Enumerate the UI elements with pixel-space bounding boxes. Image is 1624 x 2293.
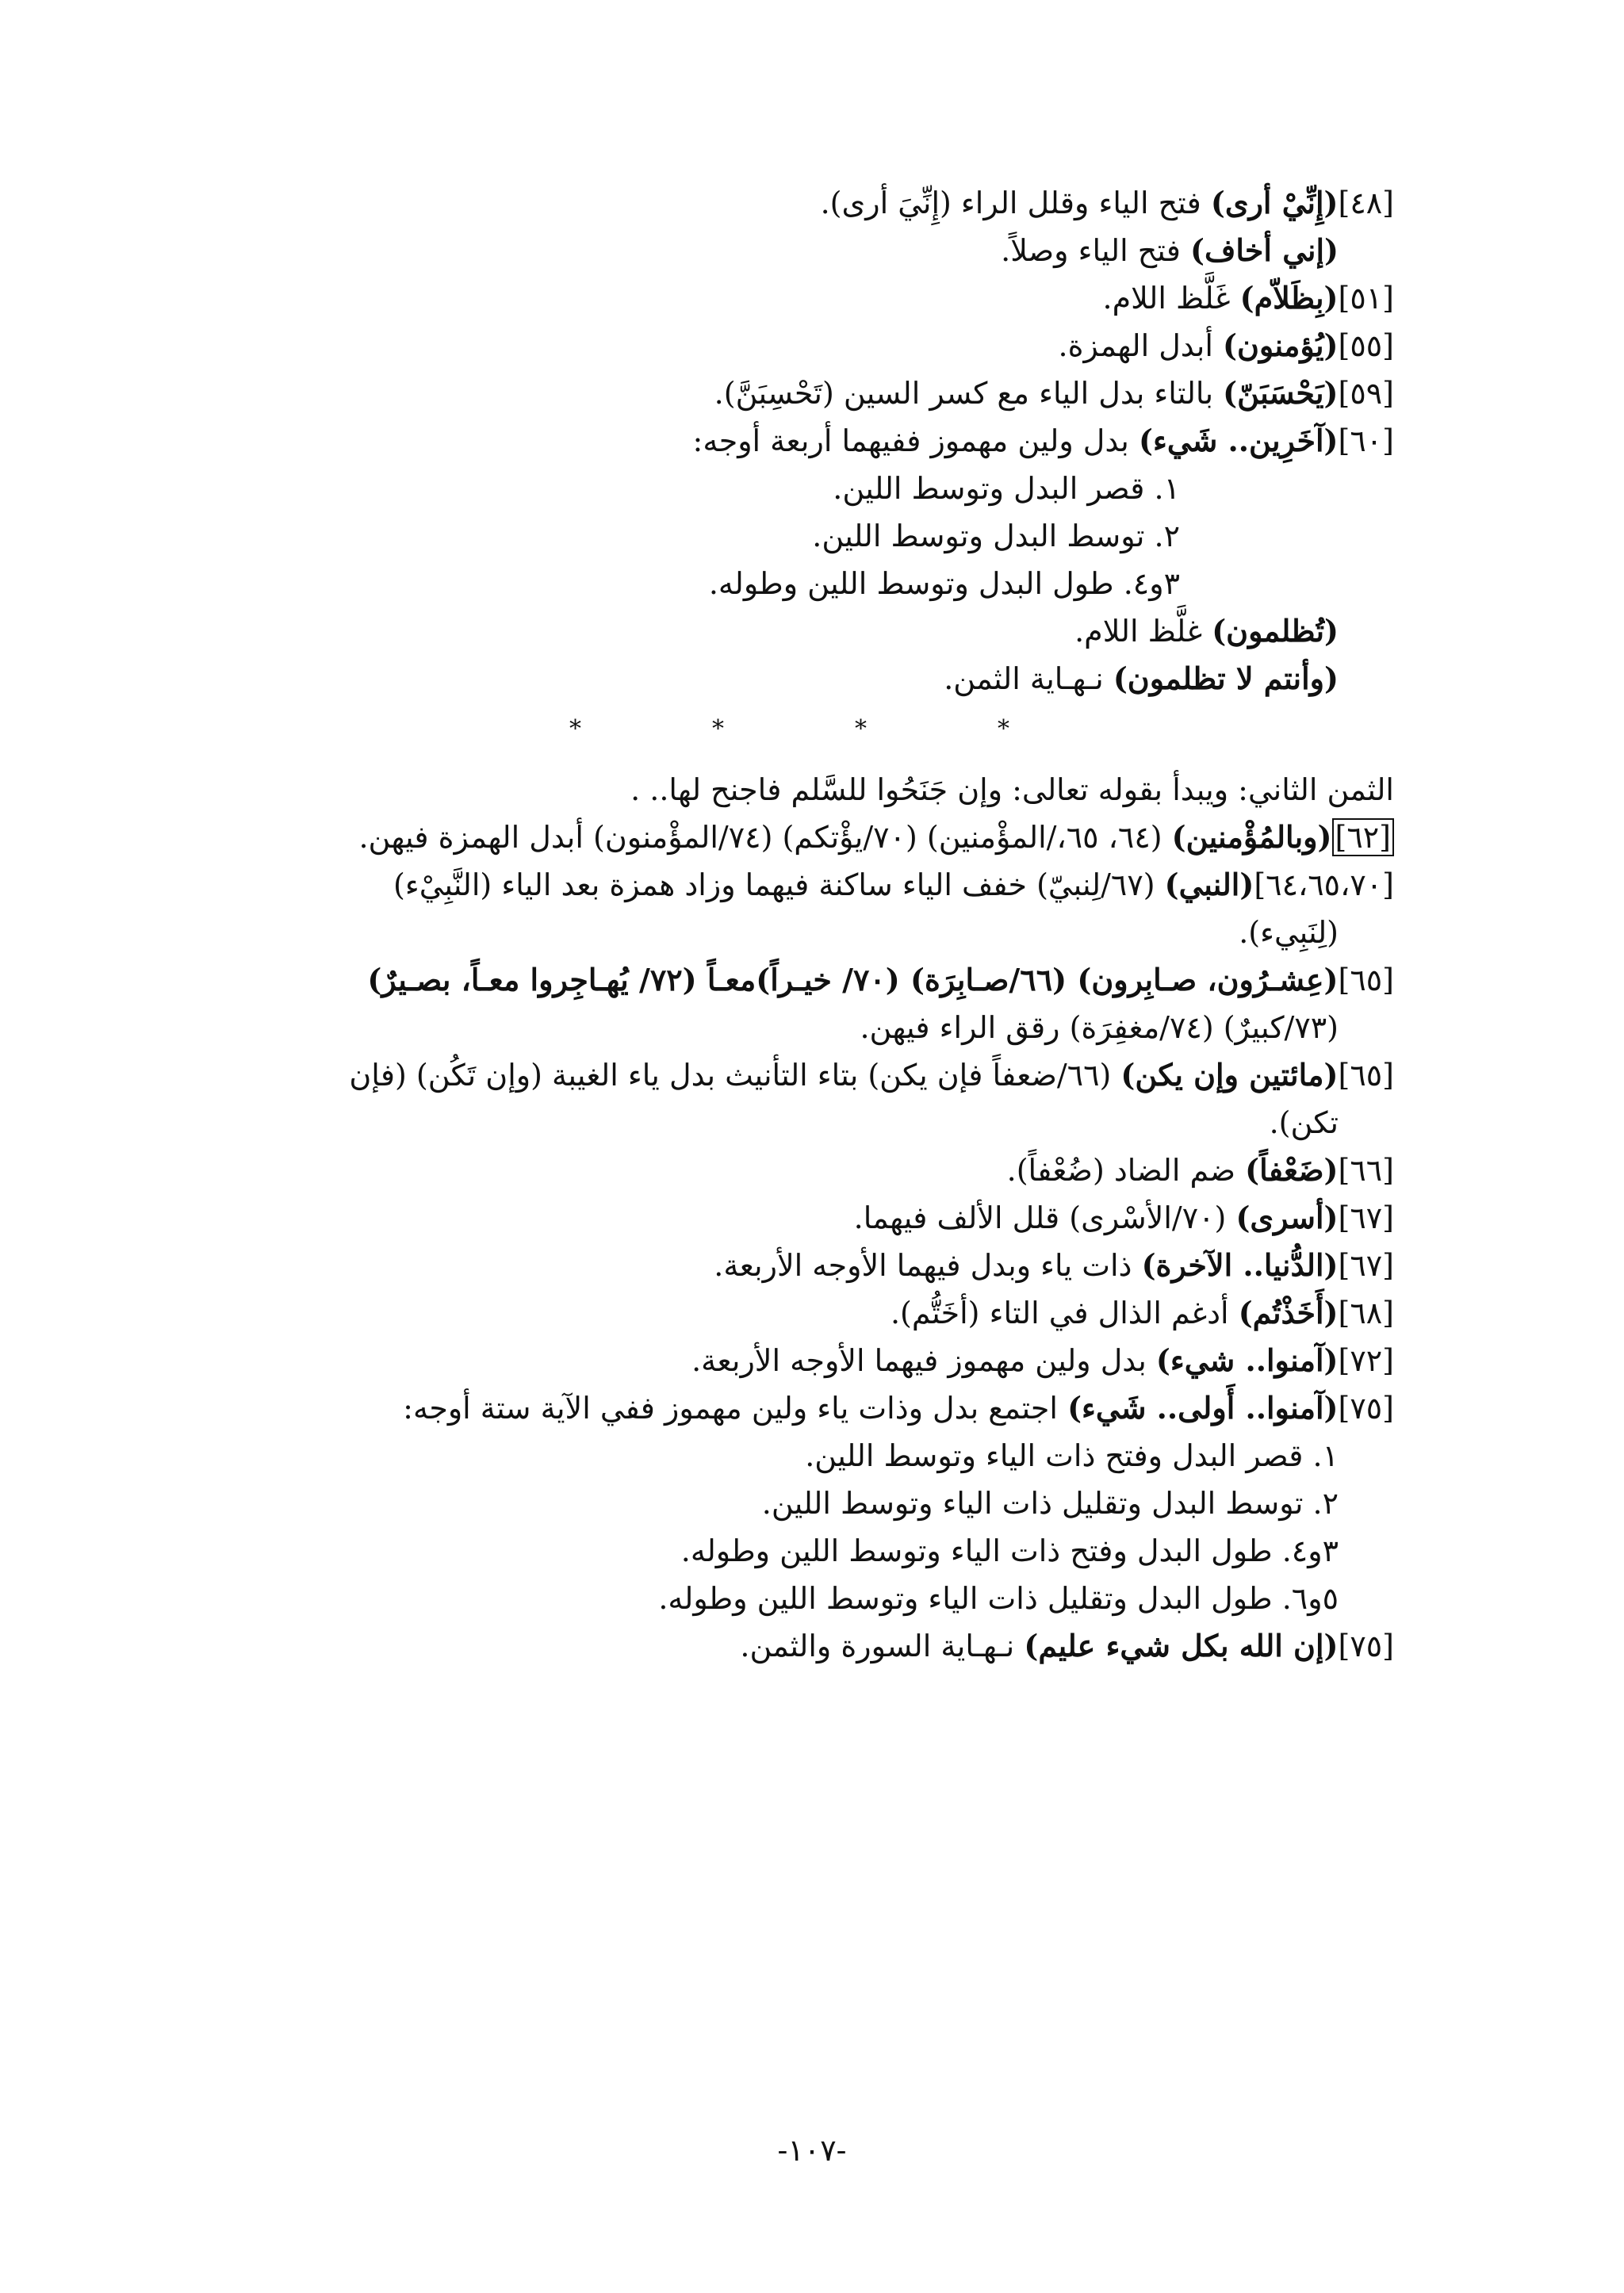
entry-62 (205, 813, 1394, 861)
entry-text: (٧٠/الأسْرى) قلل الألف فيهما. (853, 1200, 1236, 1235)
entry-65b-cont (205, 1099, 1394, 1146)
entry-60-option-3-4 (205, 560, 1394, 607)
entry-48b (205, 227, 1394, 274)
entry-text: ٣و٤. طول البدل وفتح ذات الياء وتوسط اللين وطوله. (680, 1533, 1339, 1568)
entry-60 (205, 417, 1394, 465)
verse-number: [٥٩] (1338, 376, 1394, 411)
quran-word: (النبي) (1164, 867, 1254, 902)
entry-text: ٢. توسط البدل وتقليل ذات الياء وتوسط اللين. (761, 1486, 1339, 1521)
quran-word: (وأنتم لا تظلمون) (1113, 660, 1339, 696)
entry-75-option-3-4 (205, 1527, 1394, 1575)
verse-number: [٦٢] (1332, 818, 1394, 856)
entry-text: (٦٧/لِنبيّ) خفف الياء ساكنة فيهما وزاد همزة بعد الياء (النَّبِيْء) (393, 867, 1165, 902)
entry-48 (205, 179, 1394, 227)
entry-67b (205, 1242, 1394, 1289)
entry-text: ضم الضاد (ضُعْفاً). (1006, 1153, 1246, 1188)
entry-text: أبدل الهمزة. (1058, 328, 1223, 363)
entry-65a-cont (205, 1004, 1394, 1051)
verse-number: [٦٧] (1338, 1200, 1394, 1235)
entry-text: ١. قصر البدل وتوسط اللين. (833, 471, 1180, 506)
verse-number: [٦٧] (1338, 1248, 1394, 1283)
entry-55 (205, 322, 1394, 369)
entry-75b (205, 1622, 1394, 1670)
entry-60-option-1 (205, 465, 1394, 512)
verse-number: [٤٨] (1338, 186, 1394, 220)
entry-64-65-70-cont (205, 909, 1394, 956)
verse-number: [٧٥] (1338, 1629, 1394, 1663)
verse-number: [٥٥] (1338, 328, 1394, 363)
verse-number: [٧٢] (1338, 1343, 1394, 1378)
entry-text: ذات ياء وبدل فيهما الأوجه الأربعة. (714, 1248, 1142, 1283)
entry-72 (205, 1337, 1394, 1384)
page-number: -١٠٧- (777, 2133, 847, 2168)
entry-text: (٦٦/ضعفاً فإن يكن) بتاء التأنيث بدل ياء الغيبة (وإن تَكُن) (فإن (349, 1058, 1121, 1093)
entry-text: بدل ولين مهموز فيهما الأوجه الأربعة. (691, 1343, 1156, 1378)
separator-star: * (855, 715, 867, 743)
entry-text: بالتاء بدل الياء مع كسر السين (تَحْسِبَنَّ). (714, 376, 1224, 411)
quran-word: (يَحْسَبَنّ) (1223, 375, 1339, 411)
verse-number: [٦٤،٦٥،٧٠] (1254, 867, 1394, 902)
quran-word: (ضَعْفاً) (1245, 1152, 1339, 1188)
verse-number: [٧٥] (1338, 1391, 1394, 1426)
quran-word: (يُؤمنون) (1222, 327, 1339, 363)
entry-65a (205, 956, 1394, 1004)
entry-text: نـهـاية السورة والثمن. (740, 1629, 1025, 1663)
entry-66 (205, 1146, 1394, 1194)
entry-75-option-1 (205, 1432, 1394, 1480)
entry-text: تكن). (1269, 1105, 1339, 1140)
entry-67a (205, 1194, 1394, 1242)
entry-60-option-2 (205, 512, 1394, 560)
entry-75-option-2 (205, 1480, 1394, 1527)
entry-64-65-70 (205, 861, 1394, 909)
quran-word: (آخَرِين.. شَيء) (1138, 423, 1339, 458)
section-separator (205, 702, 1394, 750)
verse-number: [٦٠] (1338, 423, 1394, 458)
quran-word: (عِشـرُون، صـابِرون) (1077, 962, 1339, 997)
verse-number: [٦٥] (1338, 963, 1394, 997)
verse-number: [٦٨] (1338, 1296, 1394, 1330)
entry-text: نـهـاية الثمن. (944, 661, 1113, 696)
entry-text: بدل ولين مهموز ففيهما أربعة أوجه: (692, 423, 1139, 458)
quran-word: (الدُّنيا.. الآخرة) (1141, 1247, 1339, 1283)
quran-word: (آمنوا.. أَولى.. شَيء) (1067, 1390, 1339, 1426)
entry-text: ٢. توسط البدل وتوسط اللين. (812, 519, 1180, 553)
verse-number: [٦٥] (1338, 1058, 1394, 1093)
quran-word: (بِظَلاّم) (1239, 280, 1339, 316)
quran-word: (آمنوا.. شيء) (1155, 1342, 1339, 1378)
quran-word: (تُظلمون) (1212, 613, 1339, 649)
verse-number: [٦٦] (1338, 1153, 1394, 1188)
separator-star: * (712, 715, 724, 743)
entry-68 (205, 1289, 1394, 1337)
entry-text: ٥و٦. طول البدل وتقليل ذات الياء وتوسط اللين وطوله. (658, 1581, 1339, 1616)
entry-end-of-thumun (205, 655, 1394, 702)
entry-text: اجتمع بدل وذات ياء ولين مهموز ففي الآية ستة أوجه: (403, 1391, 1068, 1426)
separator-star: * (569, 715, 581, 743)
separator-star: * (998, 715, 1009, 743)
entry-tuzlamun (205, 607, 1394, 655)
entry-text: أدغم الذال في التاء (أخَتُّم). (890, 1296, 1239, 1330)
quran-word: (أَخَذْتُم) (1238, 1295, 1339, 1330)
entry-65b (205, 1051, 1394, 1099)
entry-59 (205, 369, 1394, 417)
quran-word: (مائتين وإن يكن) (1120, 1057, 1339, 1093)
entry-75a (205, 1384, 1394, 1432)
entry-text: فتح الياء وقلل الراء (إِنِّيَ أرى). (820, 186, 1211, 220)
entry-text: غلَّظ اللام. (1074, 614, 1212, 649)
entry-51 (205, 274, 1394, 322)
entry-text: (٦٦/صـابِرَة) (٧٠/ خيـراً)معـاً (٧٢/ يُهـاجِروا معـاً، بصـيرٌ) (367, 962, 1078, 997)
entry-text: غَلَّظ اللام. (1102, 281, 1240, 316)
entry-text: (٦٤، ٦٥،/المؤْمنين) (٧٠/يؤْتكم) (٧٤/المؤْمنون) أبدل الهمزة فيهن. (358, 820, 1172, 855)
section-intro: الثمن الثاني: ويبدأ بقوله تعالى: وإن جَنَحُوا للسَّلم فاجنح لها.. . (630, 772, 1394, 807)
entry-text: (٧٣/كبيرٌ) (٧٤/مغفِرَة) رقق الراء فيهن. (860, 1010, 1339, 1045)
quran-word: (إني أخاف) (1189, 232, 1339, 268)
entry-text: (لِنَبِيء). (1239, 915, 1339, 950)
entry-75-option-5-6 (205, 1575, 1394, 1622)
entry-text: ٣و٤. طول البدل وتوسط اللين وطوله. (708, 566, 1180, 601)
verse-number: [٥١] (1338, 281, 1394, 316)
quran-word: (إن الله بكل شيء عليم) (1024, 1628, 1339, 1663)
text-block (205, 179, 1394, 1670)
quran-word: (إِنِّيْ أرى) (1210, 185, 1339, 220)
quran-word: (وبالمُؤْمنين) (1171, 819, 1332, 855)
entry-text: ١. قصر البدل وفتح ذات الياء وتوسط اللين. (805, 1438, 1339, 1473)
quran-word: (أسرى) (1235, 1200, 1339, 1235)
entry-text: فتح الياء وصلاً. (1001, 233, 1190, 268)
